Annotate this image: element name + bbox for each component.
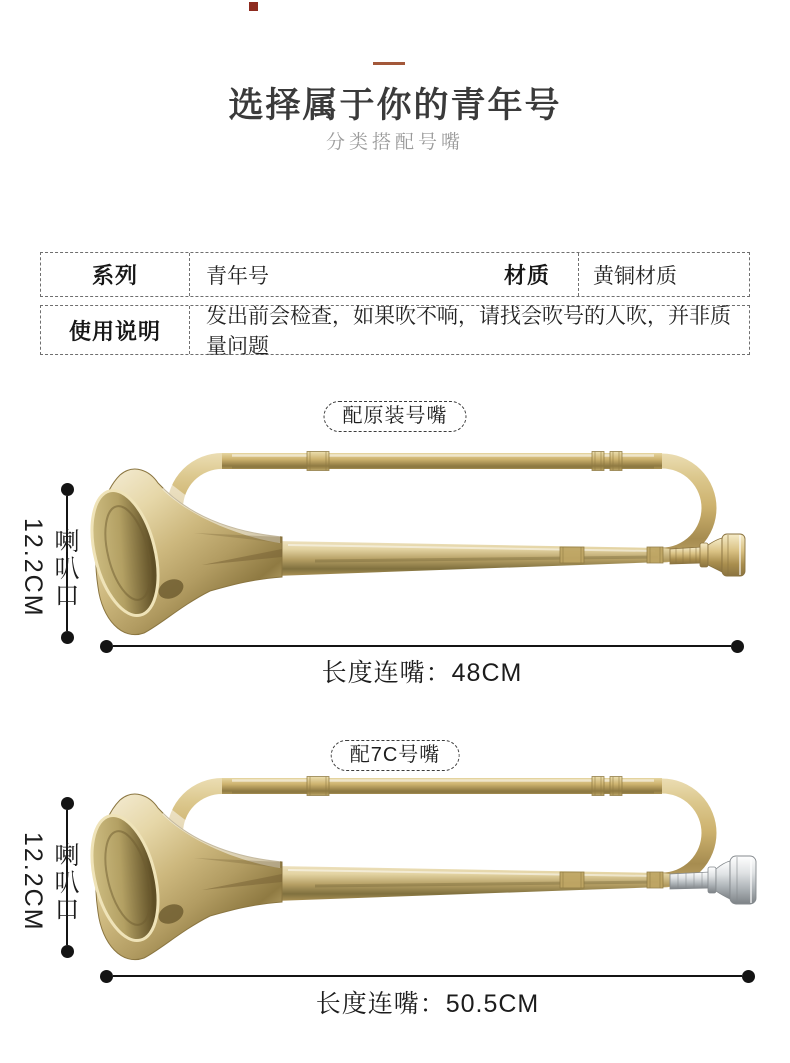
badge-7c-mouthpiece: 配7C号嘴 [331, 740, 460, 771]
measure-dot [731, 640, 744, 653]
bugle-bell [80, 794, 282, 960]
title-accent-dash [373, 62, 405, 65]
material-value-cell [578, 253, 749, 296]
badge-original-mouthpiece: 配原装号嘴 [324, 401, 467, 432]
measure-dot [100, 640, 113, 653]
bell-diameter-label-2: 喇叭口12.2CM [19, 832, 79, 932]
usage-value: 发出前会检查，如果吹不响，请找会吹号的人吹，并非质量问题 [206, 305, 731, 358]
spec-row-usage [40, 305, 750, 358]
series-value: 青年号 [206, 264, 269, 288]
material-value: 黄铜材质 [593, 264, 677, 288]
page-subtitle: 分类搭配号嘴 [325, 132, 464, 153]
measure-dot [100, 970, 113, 983]
bugle-mouthpiece [670, 534, 745, 576]
bugle-mouthpiece [670, 856, 756, 904]
spec-table [40, 252, 750, 358]
measure-dot [742, 970, 755, 983]
bell-diameter-label-1: 喇叭口12.2CM [19, 518, 79, 618]
spec-row-series-material [40, 252, 750, 297]
usage-value-cell [189, 305, 749, 358]
page-title: 选择属于你的青年号 [228, 86, 562, 125]
bugle-photo-7c-mouthpiece [70, 750, 760, 970]
bugle-photo-original-mouthpiece [70, 425, 760, 645]
bugle-main-tube [275, 541, 670, 576]
series-value-cell [189, 253, 578, 296]
length-measure-line-1 [100, 639, 744, 653]
length-label-1: 长度连嘴：48CM [321, 659, 523, 687]
measure-line [113, 975, 742, 977]
length-label-2: 长度连嘴：50.5CM [315, 990, 540, 1018]
series-label: 系列 [91, 263, 138, 288]
bugle-bell [80, 469, 282, 635]
material-label: 材质 [503, 263, 550, 288]
bugle-main-tube [275, 866, 670, 901]
top-marker-square [249, 2, 258, 11]
usage-label: 使用说明 [68, 318, 161, 344]
measure-line [113, 645, 731, 647]
length-measure-line-2 [100, 969, 755, 983]
